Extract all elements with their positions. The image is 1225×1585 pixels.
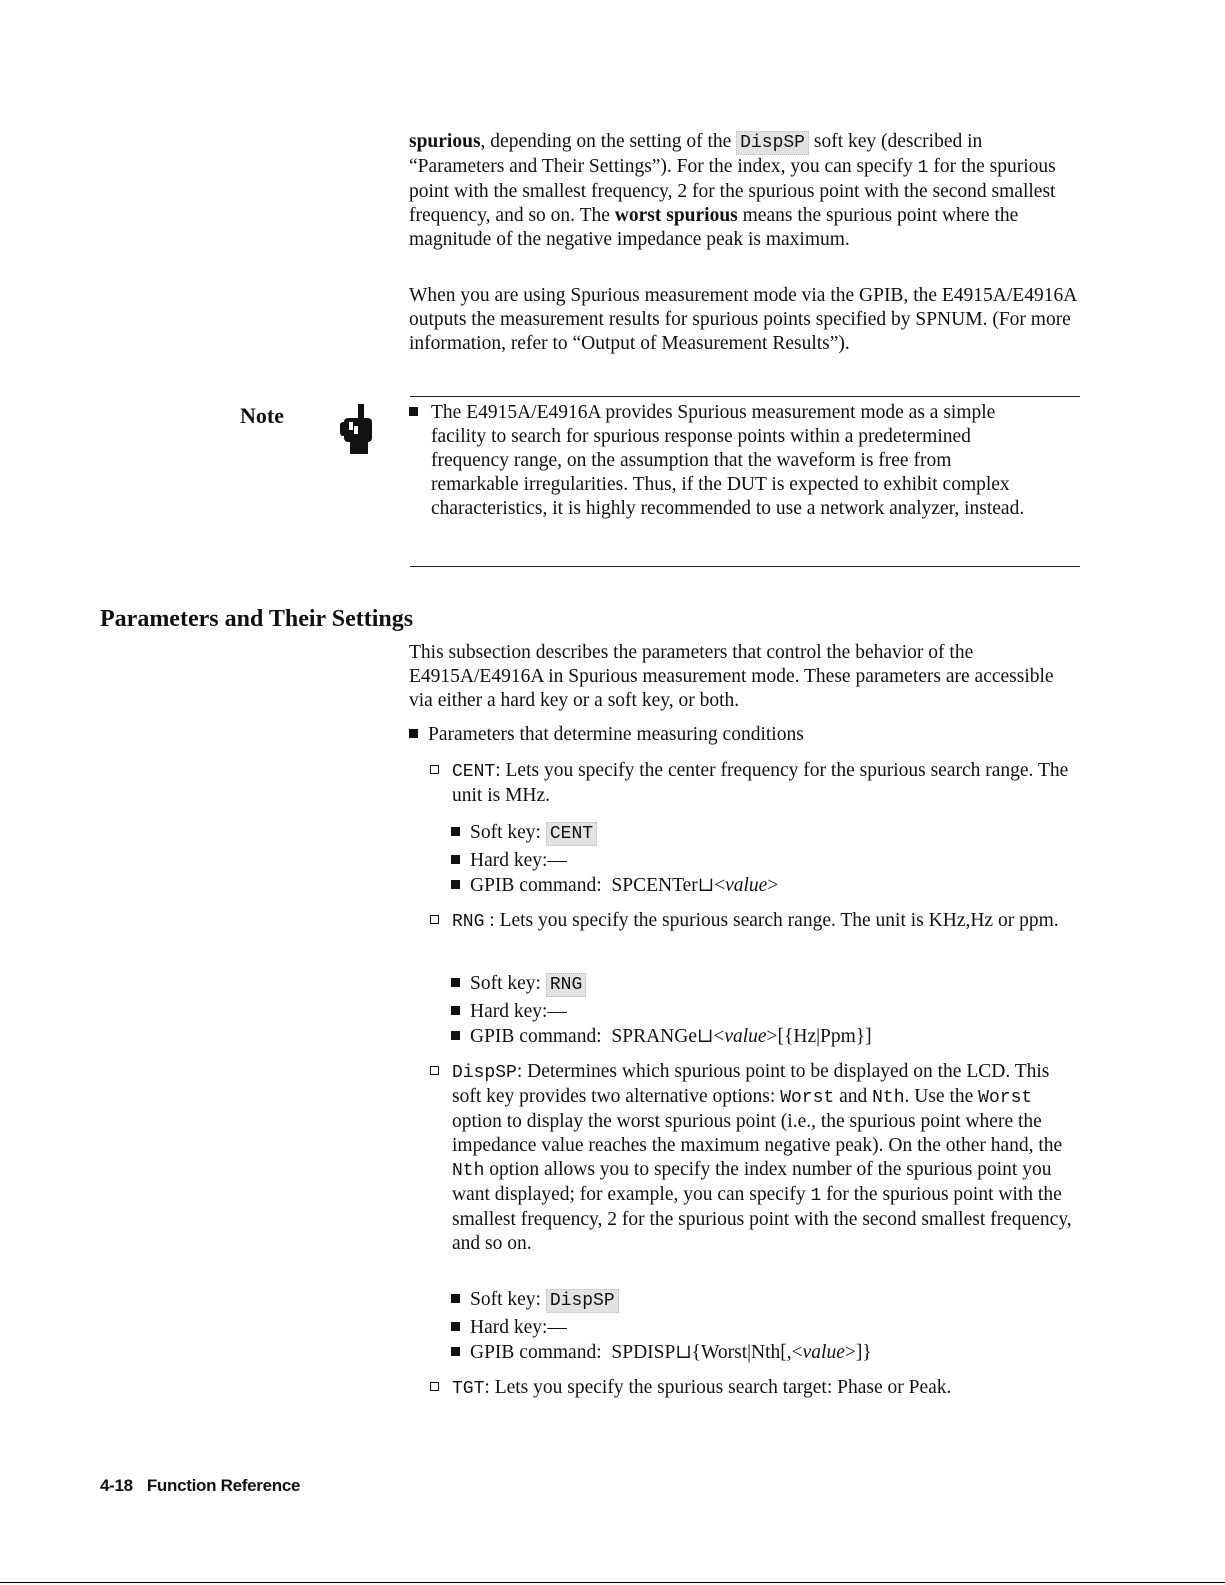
- dispsp-gpib: [451, 1341, 872, 1365]
- text: : Determines which spurious point to be displayed on the LCD. This soft key provides two alternative options:: [452, 1061, 1050, 1107]
- text: for the spurious point with the smallest frequency, 2 for the spurious point with the second smallest frequency, and so on. The: [409, 156, 1056, 226]
- dispsp-hard-key: [451, 1316, 567, 1340]
- note-label: Note: [240, 403, 284, 428]
- softkey-dispsp: DispSP: [546, 1289, 619, 1313]
- param-dispsp: [430, 1060, 1080, 1256]
- bullet-icon: [451, 1294, 460, 1303]
- term-worst-spurious: worst spurious: [614, 205, 738, 226]
- gpib-command: SPCENTer⊔<: [611, 875, 726, 896]
- option-nth: Nth: [452, 1161, 485, 1181]
- param-desc: : Lets you specify the center frequency for the spurious search range. The unit is MHz.: [452, 760, 1069, 806]
- bullet-icon: [451, 1347, 460, 1356]
- gpib-command: SPRANGe⊔<: [611, 1026, 725, 1047]
- code-value: 1: [917, 158, 929, 178]
- bullet-icon: [451, 855, 460, 864]
- gpib-value: value: [802, 1342, 845, 1363]
- param-cent: [430, 759, 1080, 808]
- label: Soft key:: [470, 973, 541, 994]
- param-rng: [430, 909, 1080, 934]
- paragraph-text: When you are using Spurious measurement mode via the GPIB, the E4915A/E4916A outputs the measurement results for spurious points specified by SPNUM. (For more information, refer to “Output of Measurement Results”).: [409, 285, 1077, 354]
- text: option to display the worst spurious point (i.e., the spurious point where the impedance value reaches the maximum negative peak). On the other hand, the: [452, 1111, 1063, 1156]
- label: Hard key:—: [470, 1317, 567, 1338]
- option-worst: Worst: [978, 1088, 1033, 1108]
- text: means the spurious point where the magnitude of the negative impedance peak is maximum.: [409, 205, 1019, 250]
- option-worst: Worst: [780, 1088, 835, 1108]
- parameter-group: [409, 723, 1081, 747]
- param-name: DispSP: [452, 1063, 517, 1083]
- label: Hard key:—: [470, 1001, 567, 1022]
- square-bullet-icon: [430, 915, 439, 924]
- intro-paragraph-1: [409, 130, 1081, 252]
- text: and: [834, 1086, 873, 1107]
- softkey-dispsp: DispSP: [736, 131, 809, 155]
- footer-title: Function Reference: [146, 1476, 301, 1495]
- page-footer: [100, 1476, 300, 1496]
- gpib-value: value: [725, 875, 768, 896]
- paragraph-text: This subsection describes the parameters that control the behavior of the E4915A/E4916A in Spurious measurement mode. These parameters are accessible via either a hard key or a soft key, or both.: [409, 642, 1054, 711]
- dispsp-soft-key: [451, 1288, 619, 1313]
- param-name: TGT: [452, 1379, 485, 1399]
- note-top-rule: [410, 396, 1080, 397]
- code-value: 1: [810, 1186, 822, 1206]
- note-body: [409, 401, 1029, 521]
- bullet-icon: [451, 880, 460, 889]
- label: Soft key:: [470, 1289, 541, 1310]
- label: Soft key:: [470, 822, 541, 843]
- bullet-icon: [451, 1031, 460, 1040]
- text: for the spurious point with the smallest frequency, 2 for the spurious point with the second smallest frequency, and so on.: [452, 1184, 1072, 1254]
- label: GPIB command:: [470, 875, 602, 896]
- group-label: Parameters that determine measuring conditions: [428, 724, 804, 745]
- bullet-icon: [451, 1006, 460, 1015]
- note-item: [409, 401, 1029, 521]
- label: Hard key:—: [470, 850, 567, 871]
- note-bottom-rule: [410, 566, 1080, 567]
- param-desc: : Lets you specify the spurious search target: Phase or Peak.: [484, 1377, 952, 1398]
- rng-soft-key: [451, 972, 586, 997]
- param-desc: : Lets you specify the spurious search range. The unit is KHz,Hz or ppm.: [484, 910, 1059, 931]
- section-heading: Parameters and Their Settings: [100, 606, 414, 632]
- text: , depending on the setting of the: [480, 131, 737, 152]
- gpib-command-end: >[{Hz|Ppm}]: [766, 1026, 872, 1047]
- text: . Use the: [904, 1086, 979, 1107]
- bullet-icon: [451, 827, 460, 836]
- param-name: CENT: [452, 762, 496, 782]
- pointing-hand-icon: [340, 404, 376, 456]
- bullet-icon: [409, 407, 418, 416]
- param-name: RNG: [452, 912, 485, 932]
- square-bullet-icon: [430, 1382, 439, 1391]
- page-bottom-rule: [0, 1582, 1225, 1583]
- page-number: 4-18: [100, 1476, 133, 1495]
- softkey-rng: RNG: [546, 973, 586, 997]
- gpib-command-end: >]}: [844, 1342, 872, 1363]
- option-nth: Nth: [872, 1088, 905, 1108]
- text: option allows you to specify the index number of the spurious point you want displayed; for example, you can specify: [452, 1159, 1052, 1205]
- softkey-cent: CENT: [546, 822, 597, 846]
- term-spurious: spurious: [409, 131, 481, 152]
- bullet-icon: [409, 729, 418, 738]
- bullet-icon: [451, 978, 460, 987]
- rng-gpib: [451, 1025, 872, 1049]
- gpib-value: value: [724, 1026, 767, 1047]
- rng-hard-key: [451, 1000, 567, 1024]
- cent-gpib: [451, 874, 778, 898]
- cent-soft-key: [451, 821, 597, 846]
- intro-paragraph-2: [409, 284, 1081, 356]
- text: soft key (described in “Parameters and Their Settings”). For the index, you can specify: [409, 131, 983, 177]
- label: GPIB command:: [470, 1026, 602, 1047]
- square-bullet-icon: [430, 1066, 439, 1075]
- note-text: The E4915A/E4916A provides Spurious measurement mode as a simple facility to search for spurious response points within a predetermined frequency range, on the assumption that the waveform is free from remarkable irregularities. Thus, if the DUT is expected to exhibit complex characteristics, it is highly recommended to use a network analyzer, instead.: [431, 402, 1025, 519]
- gpib-command-end: >: [767, 875, 779, 896]
- label: GPIB command:: [470, 1342, 602, 1363]
- param-tgt: [430, 1376, 1080, 1401]
- gpib-command: SPDISP⊔{Worst|Nth[,<: [611, 1342, 803, 1363]
- cent-hard-key: [451, 849, 567, 873]
- square-bullet-icon: [430, 765, 439, 774]
- bullet-icon: [451, 1322, 460, 1331]
- section-intro: [409, 641, 1081, 713]
